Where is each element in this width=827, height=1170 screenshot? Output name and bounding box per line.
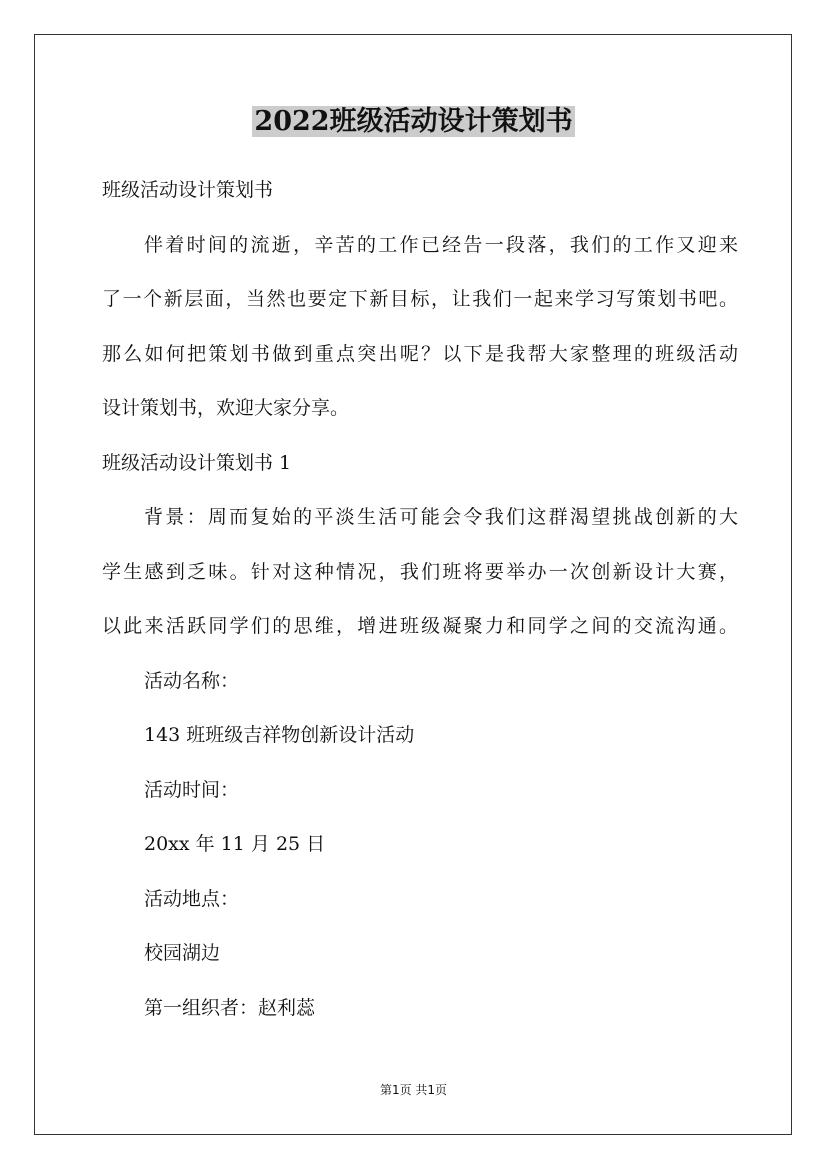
paragraph-line: 设计策划书，欢迎大家分享。 <box>102 397 350 419</box>
paragraph-line: 伴着时间的流逝，辛苦的工作已经告一段落，我们的工作又迎来 <box>144 233 738 256</box>
paragraph-line: 以此来活跃同学们的思维，增进班级凝聚力和同学之间的交流沟通。 <box>102 615 738 637</box>
document-title-text: 2022班级活动设计策划书 <box>254 106 573 137</box>
section-heading: 班级活动设计策划书 <box>102 179 274 201</box>
paragraph-line: 背景：周而复始的平淡生活可能会令我们这群渴望挑战创新的大 <box>144 506 738 528</box>
document-body <box>102 163 738 1035</box>
paragraph-line: 学生感到乏味。针对这种情况，我们班将要举办一次创新设计大赛， <box>102 560 738 583</box>
field-label: 活动名称： <box>144 669 240 692</box>
field-value: 20xx 年 11 月 25 日 <box>144 833 326 855</box>
paragraph-line: 那么如何把策划书做到重点突出呢？以下是我帮大家整理的班级活动 <box>102 342 738 365</box>
field-value: 143 班班级吉祥物创新设计活动 <box>144 724 415 746</box>
field-label: 活动地点： <box>144 887 240 910</box>
field-value: 校园湖边 <box>144 942 221 964</box>
section-heading: 班级活动设计策划书 1 <box>102 451 292 474</box>
field-label: 活动时间： <box>144 778 240 801</box>
page-footer: 第1页 共1页 <box>379 1083 448 1097</box>
field-label: 第一组织者：赵利蕊 <box>144 996 316 1019</box>
paragraph-line: 了一个新层面，当然也要定下新目标，让我们一起来学习写策划书吧。 <box>102 288 738 310</box>
document-title <box>0 102 827 142</box>
